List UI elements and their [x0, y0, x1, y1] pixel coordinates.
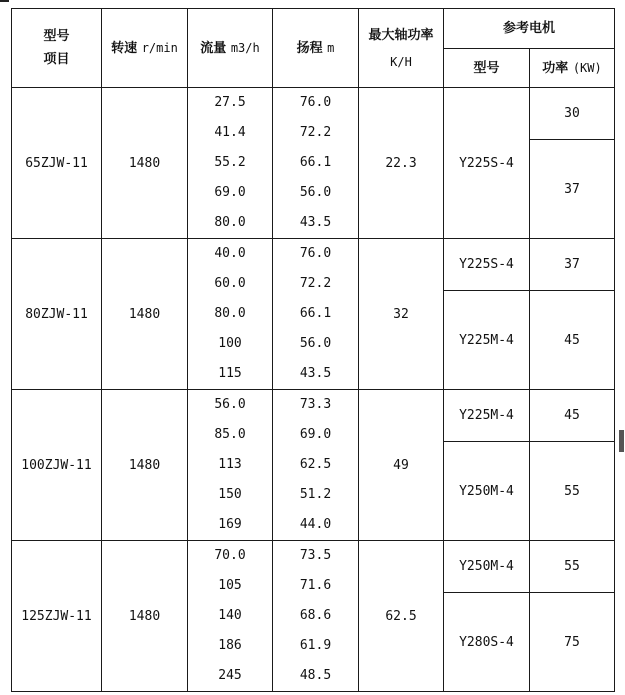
- header-flow-label: 流量: [200, 40, 227, 56]
- flow-value: 113: [218, 457, 242, 472]
- head-value: 73.3: [299, 397, 332, 412]
- flow-value: 186: [218, 638, 242, 653]
- pump-model: 125ZJW-11: [12, 541, 102, 692]
- pump-speed: 1480: [102, 88, 188, 239]
- motor-power: 55: [530, 442, 615, 541]
- flow-value: 105: [218, 578, 242, 593]
- head-value: 72.2: [299, 125, 332, 140]
- pump-head-list: [273, 88, 359, 239]
- head-value: 48.5: [299, 668, 332, 683]
- header-motor-power-label: 功率: [542, 60, 569, 76]
- head-value: 56.0: [299, 336, 332, 351]
- header-flow-unit: m3/h: [230, 40, 260, 55]
- head-value: 73.5: [299, 548, 332, 563]
- flow-value: 69.0: [214, 185, 246, 200]
- pump-head-list: [273, 239, 359, 390]
- pump-head-list: [273, 541, 359, 692]
- flow-value: 115: [218, 366, 242, 381]
- header-motor-power: [530, 49, 615, 88]
- head-value: 56.0: [299, 185, 332, 200]
- header-head-unit: m: [327, 40, 335, 55]
- header-speed-unit: r/min: [141, 40, 178, 55]
- pump-model: 80ZJW-11: [12, 239, 102, 390]
- header-ref-motor: 参考电机: [444, 9, 615, 49]
- edge-mark: [0, 0, 9, 2]
- pump-head-list: [273, 390, 359, 541]
- head-value: 43.5: [299, 366, 332, 381]
- pump-flow-list: [188, 390, 273, 541]
- pump-speed: 1480: [102, 390, 188, 541]
- header-item-label: 项目: [43, 52, 70, 67]
- motor-model: Y225S-4: [444, 239, 530, 291]
- header-flow: [188, 9, 273, 88]
- flow-value: 40.0: [214, 246, 246, 261]
- header-max-power-unit: K/H: [390, 54, 412, 69]
- flow-value: 150: [218, 487, 242, 502]
- head-value: 66.1: [299, 306, 332, 321]
- pump-model: 65ZJW-11: [12, 88, 102, 239]
- header-model-label: 型号: [43, 29, 70, 44]
- edge-mark: [619, 430, 624, 452]
- flow-value: 56.0: [214, 397, 246, 412]
- header-max-power: [359, 9, 444, 88]
- motor-power: 30: [530, 88, 615, 140]
- pump-max-power: 62.5: [359, 541, 444, 692]
- motor-power: 45: [530, 390, 615, 442]
- pump-max-power: 22.3: [359, 88, 444, 239]
- flow-value: 60.0: [214, 276, 246, 291]
- head-value: 44.0: [299, 517, 332, 532]
- flow-value: 27.5: [214, 95, 246, 110]
- motor-model: Y250M-4: [444, 541, 530, 593]
- motor-power: 55: [530, 541, 615, 593]
- pump-max-power: 49: [359, 390, 444, 541]
- motor-model: Y225M-4: [444, 390, 530, 442]
- flow-value: 85.0: [214, 427, 246, 442]
- motor-model: Y225M-4: [444, 291, 530, 390]
- head-value: 61.9: [299, 638, 332, 653]
- header-max-power-label: 最大轴功率: [368, 27, 434, 43]
- head-value: 68.6: [299, 608, 332, 623]
- motor-power: 37: [530, 140, 615, 239]
- pump-speed: 1480: [102, 239, 188, 390]
- motor-power: 75: [530, 593, 615, 692]
- flow-value: 80.0: [214, 215, 246, 230]
- header-head-label: 扬程: [296, 40, 323, 56]
- flow-value: 169: [218, 517, 242, 532]
- head-value: 71.6: [299, 578, 332, 593]
- head-value: 72.2: [299, 276, 332, 291]
- pump-max-power: 32: [359, 239, 444, 390]
- motor-model: Y250M-4: [444, 442, 530, 541]
- pump-spec-table: [11, 8, 615, 692]
- pump-model: 100ZJW-11: [12, 390, 102, 541]
- flow-value: 245: [218, 668, 242, 683]
- motor-model: Y280S-4: [444, 593, 530, 692]
- motor-power: 45: [530, 291, 615, 390]
- flow-value: 55.2: [214, 155, 246, 170]
- flow-value: 70.0: [214, 548, 246, 563]
- head-value: 69.0: [299, 427, 332, 442]
- pump-flow-list: [188, 88, 273, 239]
- header-speed-label: 转速: [111, 40, 138, 56]
- flow-value: 80.0: [214, 306, 246, 321]
- header-speed: [102, 9, 188, 88]
- head-value: 51.2: [299, 487, 332, 502]
- header-motor-power-unit: (KW): [572, 60, 602, 75]
- flow-value: 140: [218, 608, 242, 623]
- motor-model: Y225S-4: [444, 88, 530, 239]
- header-motor-model: 型号: [444, 49, 530, 88]
- head-value: 62.5: [299, 457, 332, 472]
- pump-flow-list: [188, 541, 273, 692]
- head-value: 66.1: [299, 155, 332, 170]
- flow-value: 41.4: [214, 125, 246, 140]
- header-model-item: [12, 9, 102, 88]
- head-value: 76.0: [299, 246, 332, 261]
- head-value: 76.0: [299, 95, 332, 110]
- motor-power: 37: [530, 239, 615, 291]
- pump-speed: 1480: [102, 541, 188, 692]
- head-value: 43.5: [299, 215, 332, 230]
- pump-flow-list: [188, 239, 273, 390]
- flow-value: 100: [218, 336, 242, 351]
- header-head: [273, 9, 359, 88]
